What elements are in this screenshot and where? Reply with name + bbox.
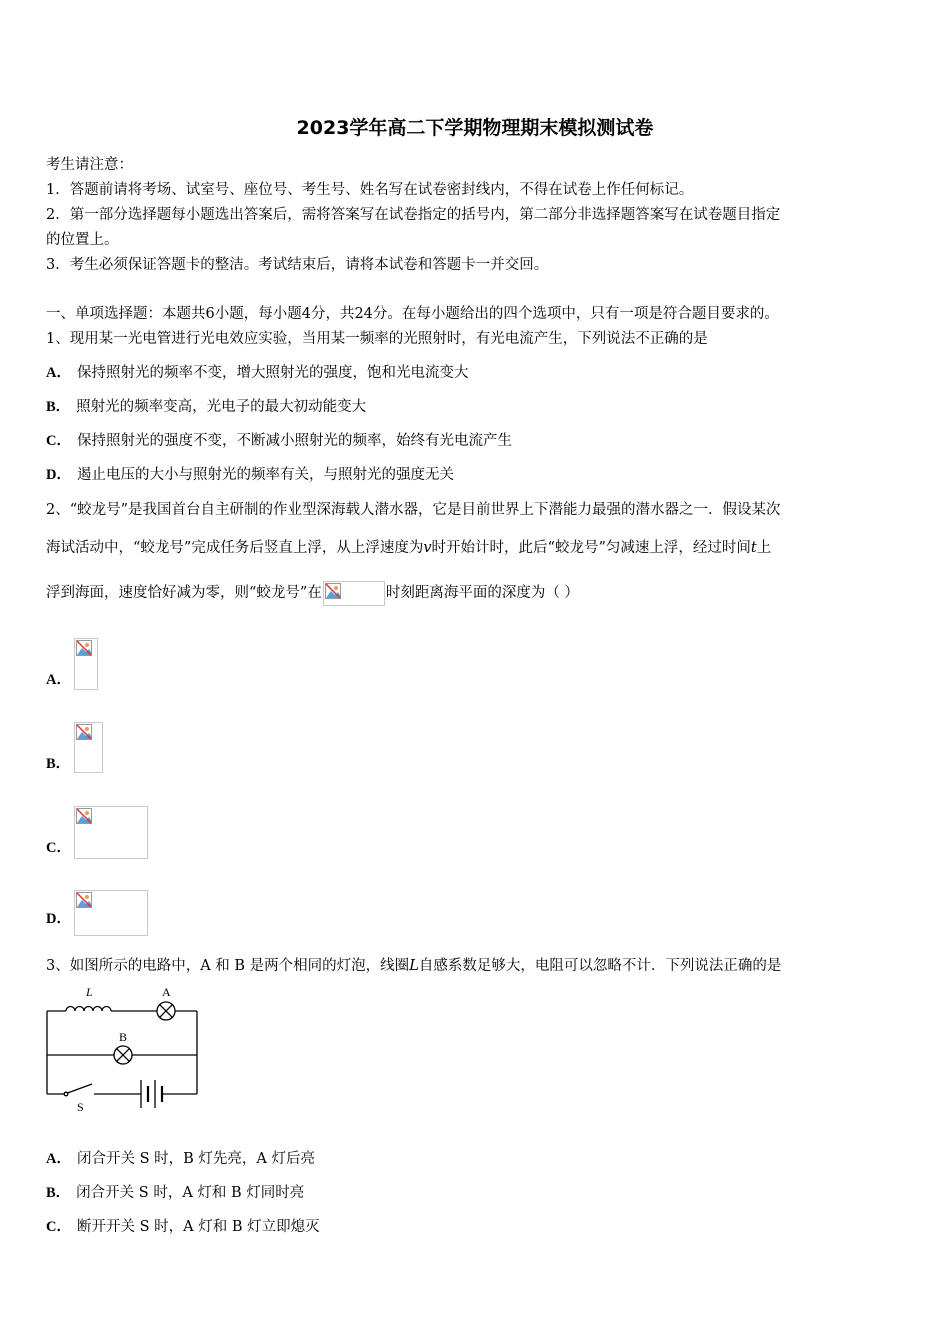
switch-blade xyxy=(68,1084,93,1093)
option-letter: D． xyxy=(46,467,71,483)
formula-image-placeholder xyxy=(323,581,385,606)
q3-text: 自感系数足够大，电阻可以忽略不计．下列说法正确的是 xyxy=(418,958,782,974)
option-letter: C． xyxy=(46,1219,71,1235)
q2-text: 浮到海面，速度恰好减为零，则“蛟龙号”在 xyxy=(46,585,322,601)
option-letter: C． xyxy=(46,433,71,449)
notice-item-2: 2．第一部分选择题每小题选出答案后，需将答案写在试卷指定的括号内，第二部分非选择题答案写在试卷题目指定 xyxy=(46,207,781,223)
notice-item-1: 1．答题前请将考场、试室号、座位号、考生号、姓名写在试卷密封线内，不得在试卷上作任何标记。 xyxy=(46,182,694,198)
q2-text: 海试活动中，“蛟龙号”完成任务后竖直上浮，从上浮速度为 xyxy=(46,540,424,556)
broken-image-icon xyxy=(76,640,92,656)
broken-image-icon xyxy=(76,808,92,824)
option-letter: A． xyxy=(46,1151,71,1167)
q3-option-a xyxy=(46,1147,315,1168)
option-letter: B． xyxy=(46,399,71,415)
q1-option-a xyxy=(46,361,468,382)
option-letter: D． xyxy=(46,911,71,927)
q1-option-c xyxy=(46,429,512,450)
option-letter: B． xyxy=(46,756,71,772)
option-text: 照射光的频率变高，光电子的最大初动能变大 xyxy=(76,399,367,415)
option-letter: C． xyxy=(46,840,71,856)
var-v: v xyxy=(423,540,432,556)
var-L: L xyxy=(409,958,419,974)
notice-heading: 考生请注意： xyxy=(46,157,133,173)
q2-option-b-letter xyxy=(46,752,76,773)
q3-option-b xyxy=(46,1181,304,1202)
q2-option-c-image xyxy=(74,806,148,859)
broken-image-icon xyxy=(325,583,341,599)
switch-contact xyxy=(64,1092,68,1096)
option-text: 保持照射光的频率不变，增大照射光的强度，饱和光电流变大 xyxy=(76,365,469,381)
q3-option-c xyxy=(46,1215,320,1236)
q2-option-a-image xyxy=(74,638,98,690)
broken-image-icon xyxy=(76,724,92,740)
option-text: 保持照射光的强度不变，不断减小照射光的频率，始终有光电流产生 xyxy=(76,433,512,449)
option-text: 闭合开关 S 时，B 灯先亮，A 灯后亮 xyxy=(76,1151,315,1167)
circuit-diagram xyxy=(44,982,204,1117)
q2-option-d-letter xyxy=(46,907,77,928)
q1-option-b xyxy=(46,395,366,416)
q2-text: 时开始计时，此后“蛟龙号”匀减速上浮，经过时间 xyxy=(431,540,751,556)
broken-image-icon xyxy=(76,892,92,908)
q2-text: 上 xyxy=(756,540,772,556)
var-t: t xyxy=(750,540,757,556)
option-letter: A． xyxy=(46,365,71,381)
q2-stem-line2 xyxy=(46,536,771,557)
q3-stem xyxy=(46,954,781,975)
q2-option-c-letter xyxy=(46,836,77,857)
q2-stem-line3 xyxy=(46,580,579,606)
label-L: L xyxy=(86,985,93,999)
option-text: 遏止电压的大小与照射光的频率有关，与照射光的强度无关 xyxy=(76,467,454,483)
page-title: 2023学年高二下学期物理期末模拟测试卷 xyxy=(296,117,654,139)
option-text: 闭合开关 S 时，A 灯和 B 灯同时亮 xyxy=(76,1185,305,1201)
option-letter: A． xyxy=(46,672,71,688)
notice-item-2-cont: 的位置上。 xyxy=(46,232,119,248)
inductor-coil xyxy=(66,1007,111,1012)
q2-stem-line1: 2、“蛟龙号”是我国首台自主研制的作业型深海载人潜水器，它是目前世界上下潜能力最强的潜水器之一．假设某次 xyxy=(46,502,781,518)
section-heading: 一、单项选择题：本题共6小题，每小题4分，共24分。在每小题给出的四个选项中，只有一项是符合题目要求的。 xyxy=(46,306,779,322)
q1-stem: 1、现用某一光电管进行光电效应实验，当用某一频率的光照射时，有光电流产生，下列说法不正确的是 xyxy=(46,331,708,347)
label-S: S xyxy=(77,1100,84,1114)
label-A: A xyxy=(162,985,171,999)
q2-text: 时刻距离海平面的深度为（ ） xyxy=(385,585,579,601)
q2-option-a-letter xyxy=(46,668,77,689)
q3-text: 3、如图所示的电路中，A 和 B 是两个相同的灯泡，线圈 xyxy=(46,958,410,974)
label-B: B xyxy=(119,1030,128,1044)
option-text: 断开开关 S 时，A 灯和 B 灯立即熄灭 xyxy=(76,1219,320,1235)
q2-option-d-image xyxy=(74,890,148,936)
q1-option-d xyxy=(46,463,454,484)
option-letter: B． xyxy=(46,1185,71,1201)
q2-option-b-image xyxy=(74,722,103,773)
notice-item-3: 3．考生必须保证答题卡的整洁。考试结束后，请将本试卷和答题卡一并交回。 xyxy=(46,257,549,273)
